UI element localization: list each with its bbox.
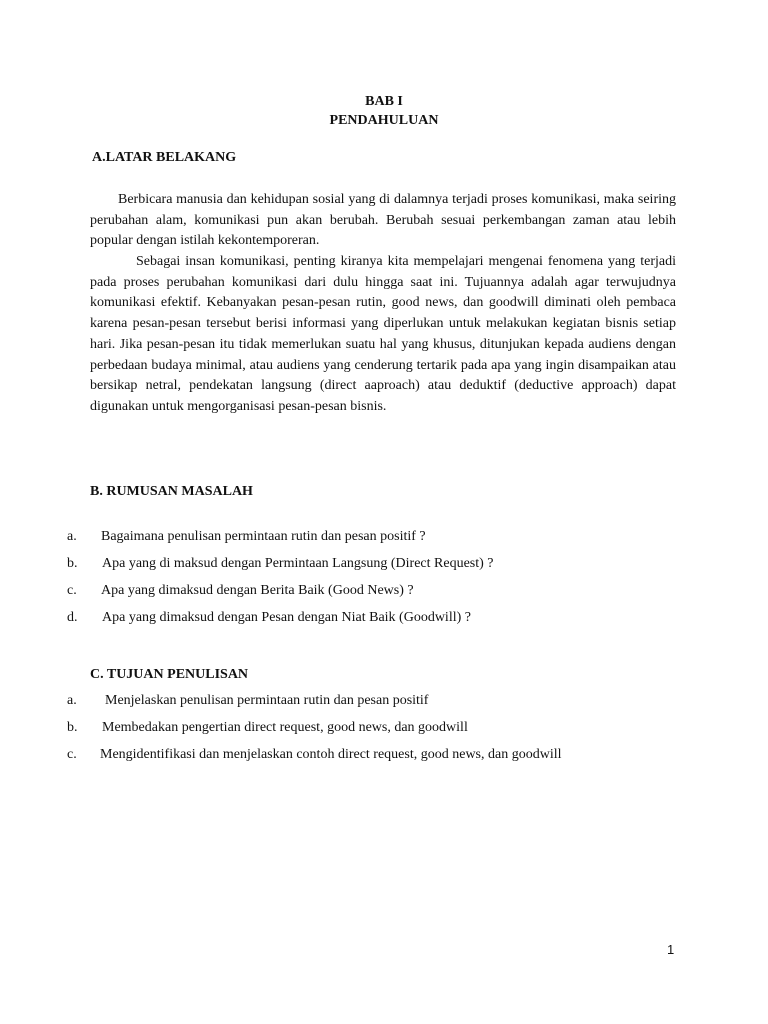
page-number: 1 (667, 942, 675, 957)
section-c-heading: C. TUJUAN PENULISAN (90, 667, 249, 682)
section-a-heading: A.LATAR BELAKANG (92, 150, 237, 165)
list-item-text: Menjelaskan penulisan permintaan rutin dan pesan positif (105, 693, 429, 708)
list-item-text: Apa yang dimaksud dengan Berita Baik (Good News) ? (101, 583, 414, 598)
list-item-text: Bagaimana penulisan permintaan rutin dan pesan positif ? (101, 529, 426, 544)
list-item-text: Apa yang di maksud dengan Permintaan Langsung (Direct Request) ? (102, 556, 494, 571)
list-marker: a. (67, 693, 77, 708)
list-item-text: Apa yang dimaksud dengan Pesan dengan Niat Baik (Goodwill) ? (102, 610, 471, 625)
list-item-text: Mengidentifikasi dan menjelaskan contoh direct request, good news, dan goodwill (100, 747, 562, 762)
list-item-text: Membedakan pengertian direct request, good news, dan goodwill (102, 720, 468, 735)
list-marker: a. (67, 529, 77, 544)
list-marker: c. (67, 583, 77, 598)
list-marker: b. (67, 720, 78, 735)
chapter-label: BAB I (365, 94, 403, 109)
list-marker: b. (67, 556, 78, 571)
section-b-heading: B. RUMUSAN MASALAH (90, 484, 253, 499)
chapter-title: PENDAHULUAN (329, 113, 439, 128)
paragraph-2: Sebagai insan komunikasi, penting kiranya kita mempelajari mengenai fenomena yang terjadi pada proses perubahan komunikasi dari dulu hingga saat ini. Tujuannya adalah agar terwujudnya komunikasi efektif. Kebanyakan pesan-pesan rutin, good news, dan goodwill diminati oleh pembaca karena pesan-pesan tersebut berisi informasi yang diperlukan untuk melakukan kegiatan bisnis setiap hari. Jika pesan-pesan itu tidak memerlukan suatu hal yang khusus, ditunjukan kepada audiens dengan perbedaan budaya minimal, atau audiens yang cenderung tertarik pada apa yang ingin disampaikan atau bersikap netral, pendekatan langsung (direct aaproach) atau deduktif (deductive approach) dapat digunakan untuk mengorganisasi pesan-pesan bisnis. (90, 254, 676, 414)
list-marker: d. (67, 610, 78, 625)
list-marker: c. (67, 747, 77, 762)
paragraph-1: Berbicara manusia dan kehidupan sosial yang di dalamnya terjadi proses komunikasi, maka seiring perubahan alam, komunikasi pun akan berubah. Berubah sesuai perkembangan zaman atau lebih popular dengan istilah kekontemporeran. (90, 192, 676, 249)
